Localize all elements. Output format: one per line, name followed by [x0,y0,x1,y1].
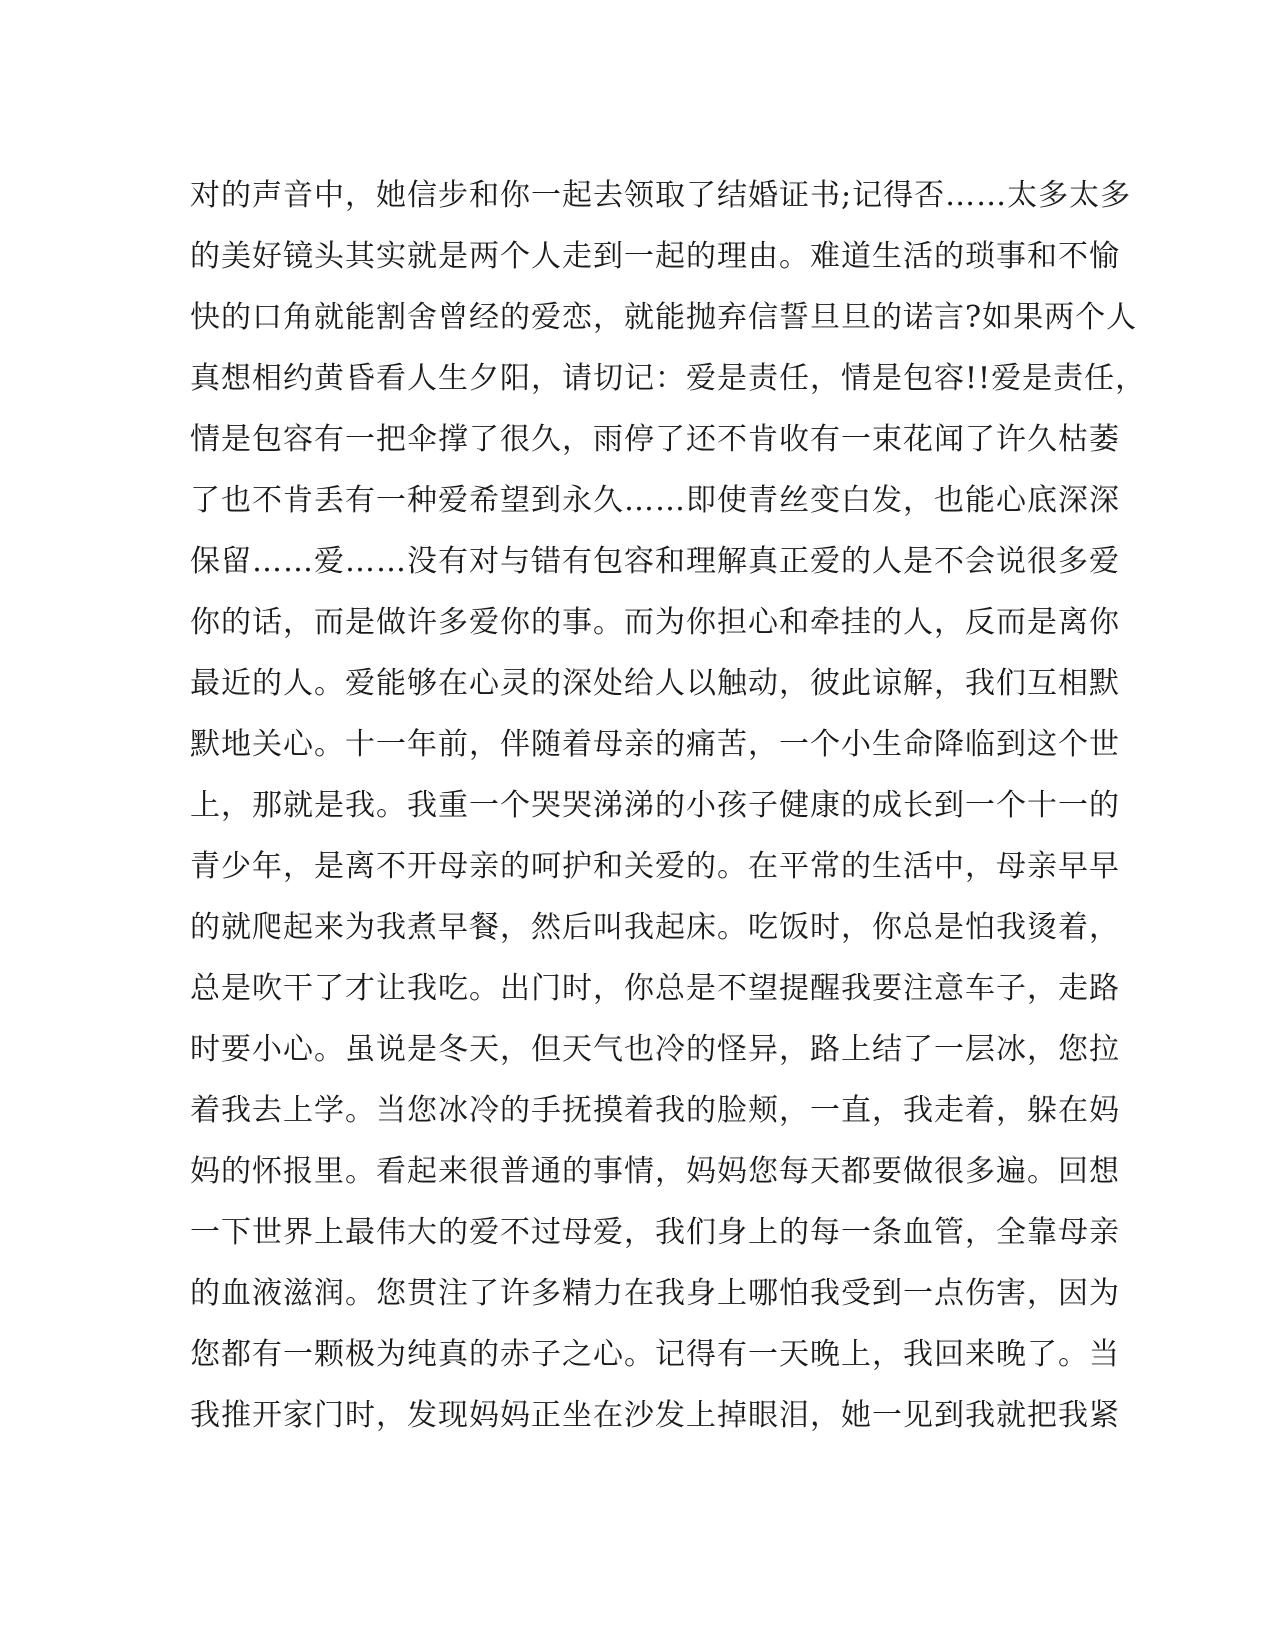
text-line: 上，那就是我。我重一个哭哭涕涕的小孩子健康的成长到一个十一的 [190,788,1120,823]
text-line: 着我去上学。当您冰冷的手抚摸着我的脸颊，一直，我走着，躲在妈 [190,1093,1120,1128]
text-line: 总是吹干了才让我吃。出门时，你总是不望提醒我要注意车子，走路 [190,971,1120,1006]
text-line: 默地关心。十一年前，伴随着母亲的痛苦，一个小生命降临到这个世 [190,727,1120,762]
body-text [190,165,1147,1446]
text-line: 我推开家门时，发现妈妈正坐在沙发上掉眼泪，她一见到我就把我紧 [190,1398,1120,1433]
text-line: 妈的怀报里。看起来很普通的事情，妈妈您每天都要做很多遍。回想 [190,1154,1120,1189]
text-line: 保留……爱……没有对与错有包容和理解真正爱的人是不会说很多爱 [190,544,1120,579]
text-line: 快的口角就能割舍曾经的爱恋，就能抛弃信誓旦旦的诺言?如果两个人 [190,300,1138,335]
text-line: 最近的人。爱能够在心灵的深处给人以触动，彼此谅解，我们互相默 [190,666,1120,701]
text-line: 真想相约黄昏看人生夕阳，请切记：爱是责任，情是包容!!爱是责任， [190,361,1147,396]
text-line: 时要小心。虽说是冬天，但天气也冷的怪异，路上结了一层冰，您拉 [190,1032,1120,1067]
text-line: 的就爬起来为我煮早餐，然后叫我起床。吃饭时，你总是怕我烫着， [190,910,1120,945]
text-line: 的美好镜头其实就是两个人走到一起的理由。难道生活的琐事和不愉 [190,239,1120,274]
text-line: 情是包容有一把伞撑了很久，雨停了还不肯收有一束花闻了许久枯萎 [190,422,1120,457]
text-line: 对的声音中，她信步和你一起去领取了结婚证书;记得否……太多太多 [190,178,1132,213]
text-line: 一下世界上最伟大的爱不过母爱，我们身上的每一条血管，全靠母亲 [190,1215,1120,1250]
text-line: 的血液滋润。您贯注了许多精力在我身上哪怕我受到一点伤害，因为 [190,1276,1120,1311]
text-line: 青少年，是离不开母亲的呵护和关爱的。在平常的生活中，母亲早早 [190,849,1120,884]
text-line: 了也不肯丢有一种爱希望到永久……即使青丝变白发，也能心底深深 [190,483,1120,518]
text-line: 你的话，而是做许多爱你的事。而为你担心和牵挂的人，反而是离你 [190,605,1120,640]
text-line: 您都有一颗极为纯真的赤子之心。记得有一天晚上，我回来晚了。当 [190,1337,1120,1372]
